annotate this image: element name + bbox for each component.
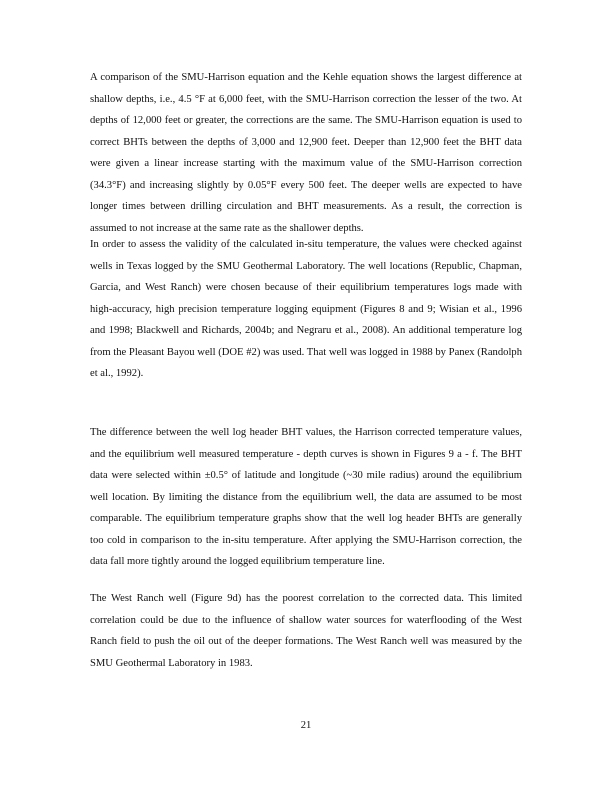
paragraph-west-ranch-well: The West Ranch well (Figure 9d) has the poorest correlation to the corrected data. This limited correlation could be due to the influence of shallow water sources for waterflooding of the West Ranch field to push the oil out of the deeper formations. The West Ranch well was measured by the SMU Geothermal Laboratory in 1983.: [90, 593, 522, 669]
paragraph-harrison-kehle-comparison: A comparison of the SMU-Harrison equation and the Kehle equation shows the largest difference at shallow depths, i.e., 4.5 °F at 6,000 feet, with the SMU-Harrison correction the lesser of the two. At depths of 12,000 feet or greater, the corrections are the same. The SMU-Harrison equation is used to correct BHTs between the depths of 3,000 and 12,900 feet. Deeper than 12,900 feet the BHT data were given a linear increase starting with the maximum value of the SMU-Harrison correction (34.3°F) and increasing slightly by 0.05°F every 500 feet. The deeper wells are expected to have longer times between drilling circulation and BHT measurements. As a result, the correction is assumed to not increase at the same rate as the shallower depths.: [90, 72, 522, 234]
paragraph-validity-assessment: In order to assess the validity of the calculated in-situ temperature, the values were checked against wells in Texas logged by the SMU Geothermal Laboratory. The well locations (Republic, Chapman, Garcia, and West Ranch) were chosen because of their equilibrium temperatures logs made with high-accuracy, high precision temperature logging equipment (Figures 8 and 9; Wisian et al., 1996 and 1998; Blackwell and Richards, 2004b; and Negraru et al., 2008). An additional temperature log from the Pleasant Bayou well (DOE #2) was used. That well was logged in 1988 by Panex (Randolph et al., 1992).: [90, 239, 522, 380]
page-number: 21: [300, 720, 312, 731]
paragraph-bht-differences: The difference between the well log header BHT values, the Harrison corrected temperature values, and the equilibrium well measured temperature - depth curves is shown in Figures 9 a - f. The BHT data were selected within ±0.5° of latitude and longitude (~30 mile radius) around the equilibrium well location. By limiting the distance from the equilibrium well, the data are assumed to be most comparable. The equilibrium temperature graphs show that the well log header BHTs are generally too cold in comparison to the in-situ temperature. After applying the SMU-Harrison correction, the data fall more tightly around the logged equilibrium temperature line.: [90, 427, 522, 568]
